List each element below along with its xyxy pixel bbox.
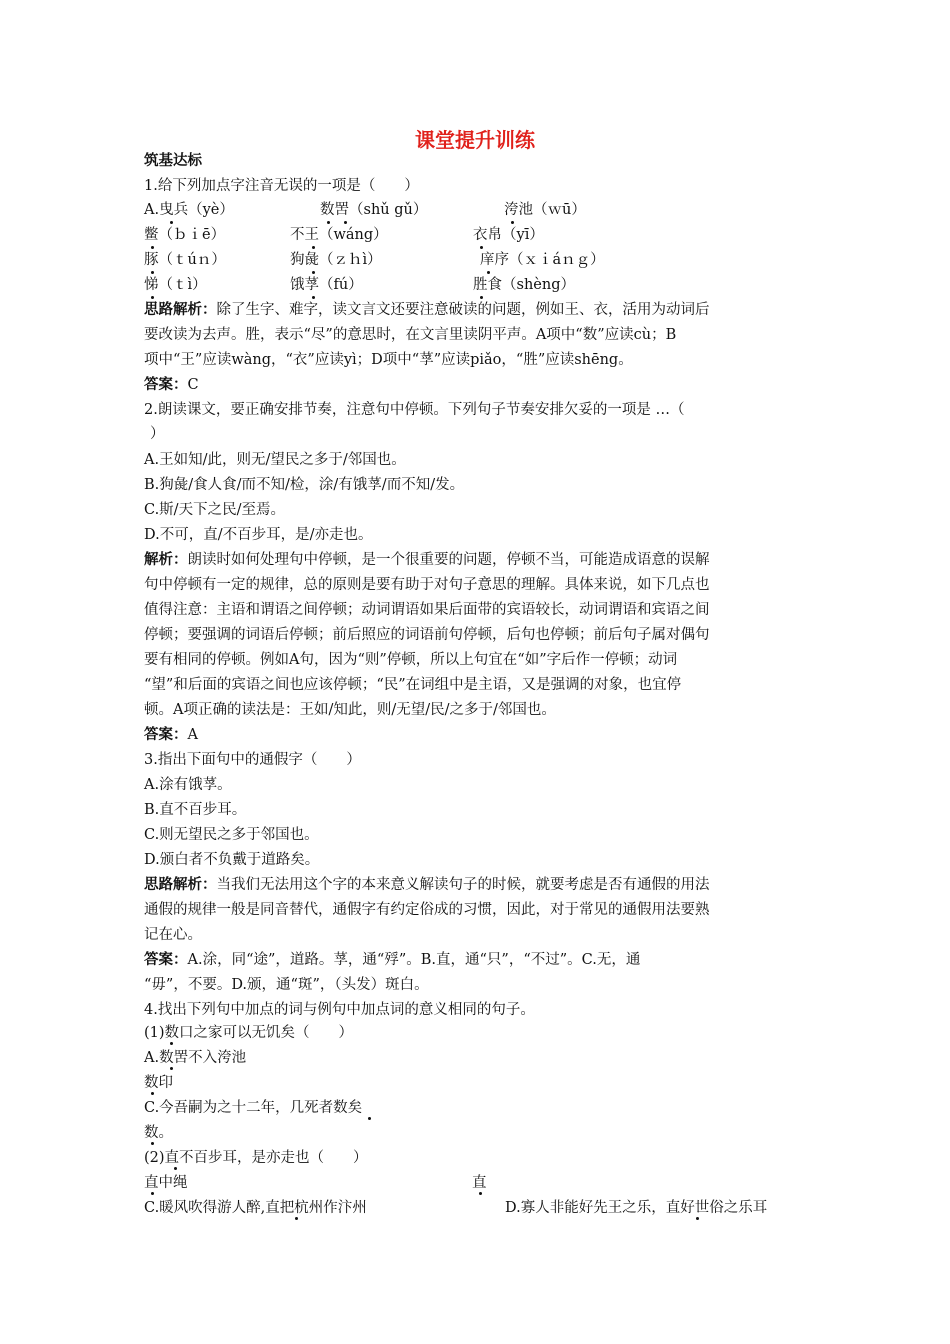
- q4-stem: 4.找出下列句中加点的词与例句中加点词的意义相同的句子。: [144, 1002, 535, 1018]
- q1-analysis-line-2: 要改读为去声。胜，表示“尽”的意思时，在文言里读阴平声。A项中“数”应读cù；B: [144, 327, 677, 343]
- q1-option-d1: 悌（ｔì）: [144, 277, 207, 293]
- analysis-label: 思路解析：: [144, 302, 217, 318]
- q2-analysis-line-2: 句中停顿有一定的规律，总的原则是要有助于对句子意思的理解。具体来说，如下几点也: [144, 577, 710, 593]
- answer-value: A.涂，同“途”，道路。莩，通“殍”。B.直，通“只”，“不过”。C.无，通: [187, 952, 641, 968]
- section-heading: 筑基达标: [144, 153, 202, 169]
- q4-sub1-option-a: A.数罟不入洿池: [144, 1050, 247, 1066]
- q1-option-b3: 衣帛（yī）: [473, 227, 544, 243]
- analysis-text: 当我们无法用这个字的本来意义解读句子的时候，就要考虑是否有通假的用法: [216, 877, 710, 893]
- q3-option-b: B.直不百步耳。: [144, 802, 247, 818]
- q1-option-d3: 胜食（shèng）: [473, 277, 575, 293]
- q2-stem-line-2: ）: [150, 426, 165, 442]
- q1-option-c3: 庠序（ｘｉáｎｇ）: [480, 252, 605, 268]
- answer-label: 答案：: [144, 952, 188, 968]
- q4-sub1-option-c: C.今吾嗣为之十二年，几死者数矣: [144, 1100, 363, 1116]
- q2-answer: [144, 725, 198, 745]
- q2-option-b: B.狗彘/食人食/而不知/检，涂/有饿莩/而不知/发。: [144, 477, 465, 493]
- q1-option-a2: 数罟（shǔ gǔ）: [320, 202, 428, 218]
- q3-analysis-line-2: 通假的规律一般是同音替代，通假字有约定俗成的习惯，因此，对于常见的通假用法要熟: [144, 902, 710, 918]
- q4-sub1-stem: (1)数口之家可以无饥矣（ ）: [144, 1025, 354, 1041]
- emphasis-dot: [312, 271, 315, 274]
- emphasis-dot: [151, 1192, 154, 1195]
- q3-answer-line-2: “毋”，不要。D.颁，通“斑”，（头发）斑白。: [144, 977, 429, 993]
- q1-stem: 1.给下列加点字注音无误的一项是（ ）: [144, 178, 419, 194]
- emphasis-dot: [295, 1217, 298, 1220]
- q1-answer: [144, 375, 199, 395]
- emphasis-dot: [151, 1142, 154, 1145]
- q1-option-d2: 饿莩（fú）: [290, 277, 363, 293]
- q1-option-b2: 不王（wáng）: [290, 227, 388, 243]
- q2-analysis-line-3: 值得注意：主语和谓语之间停顿；动词谓语如果后面带的宾语较长，动词谓语和宾语之间: [144, 602, 710, 618]
- emphasis-dot: [327, 221, 330, 224]
- q3-option-d: D.颁白者不负戴于道路矣。: [144, 852, 320, 868]
- answer-value: C: [187, 377, 199, 393]
- q1-analysis-line-1: [144, 300, 710, 320]
- emphasis-dot: [487, 271, 490, 274]
- analysis-label: 思路解析：: [144, 877, 217, 893]
- q3-analysis-line-1: [144, 875, 710, 895]
- q3-option-c: C.则无望民之多于邻国也。: [144, 827, 319, 843]
- analysis-text: 除了生字、难字，读文言文还要注意破读的问题，例如王、衣，活用为动词后: [216, 302, 710, 318]
- q2-analysis-line-1: [144, 550, 710, 570]
- emphasis-dot: [511, 221, 514, 224]
- q2-analysis-line-4: 停顿；要强调的词语后停顿；前后照应的词语前句停顿，后句也停顿；前后句子属对偶句: [144, 627, 710, 643]
- emphasis-dot: [696, 1217, 699, 1220]
- emphasis-dot: [312, 246, 315, 249]
- q1-option-a1: A.曳兵（yè）: [144, 202, 234, 218]
- emphasis-dot: [151, 271, 154, 274]
- emphasis-dot: [480, 246, 483, 249]
- emphasis-dot: [151, 296, 154, 299]
- q3-stem: 3.指出下面句中的通假字（ ）: [144, 752, 361, 768]
- q1-analysis-line-3: 项中“王”应读wàng，“衣”应读yì；D项中“莩”应读piǎo，“胜”应读shēng。: [144, 352, 633, 368]
- emphasis-dot: [479, 1192, 482, 1195]
- emphasis-dot: [170, 1042, 173, 1045]
- emphasis-dot: [170, 221, 173, 224]
- q4-sub2-option-a: 直中绳: [144, 1175, 188, 1191]
- page-title: 课堂提升训练: [415, 128, 535, 152]
- answer-label: 答案：: [144, 377, 188, 393]
- analysis-label: 解析：: [144, 552, 188, 568]
- q3-option-a: A.涂有饿莩。: [144, 777, 232, 793]
- q4-sub2-option-c: C.暖风吹得游人醉,直把杭州作汴州: [144, 1200, 367, 1216]
- q2-analysis-line-5: 要有相同的停顿。例如A句，因为“则”停顿，所以上句宜在“如”字后作一停顿；动词: [144, 652, 678, 668]
- emphasis-dot: [344, 221, 347, 224]
- answer-label: 答案：: [144, 727, 188, 743]
- emphasis-dot: [151, 246, 154, 249]
- q2-analysis-line-6: “望”和后面的宾语之间也应该停顿；“民”在词组中是主语，又是强调的对象，也宜停: [144, 677, 682, 693]
- q4-sub2-stem: (2)直不百步耳，是亦走也（ ）: [144, 1150, 368, 1166]
- answer-value: A: [187, 727, 198, 743]
- q2-option-c: C.斯/天下之民/至焉。: [144, 502, 285, 518]
- q4-sub2-option-b: 直: [472, 1175, 487, 1191]
- emphasis-dot: [151, 1092, 154, 1095]
- q4-sub2-option-d: D.寡人非能好先王之乐，直好世俗之乐耳: [505, 1200, 768, 1216]
- q2-option-d: D.不可，直/不百步耳，是/亦走也。: [144, 527, 373, 543]
- emphasis-dot: [480, 296, 483, 299]
- q4-sub1-option-b: 数印: [144, 1075, 173, 1091]
- q1-option-a3: 洿池（ｗū）: [504, 202, 586, 218]
- q1-option-c2: 狗彘（ｚｈì）: [290, 252, 382, 268]
- emphasis-dot: [170, 1067, 173, 1070]
- emphasis-dot: [174, 1167, 177, 1170]
- q1-option-b1: 鳖（ｂｉē）: [144, 227, 226, 243]
- q1-option-c1: 豚（ｔúｎ）: [144, 252, 226, 268]
- q2-analysis-line-7: 顿。A项正确的读法是：王如/知此，则/无望/民/之多于/邻国也。: [144, 702, 556, 718]
- q2-option-a: A.王如知/此，则无/望民之多于/邻国也。: [144, 452, 406, 468]
- emphasis-dot: [312, 296, 315, 299]
- emphasis-dot: [368, 1117, 371, 1120]
- q4-sub1-option-d: 数。: [144, 1125, 173, 1141]
- q3-answer-line-1: [144, 950, 640, 970]
- q2-stem-line-1: 2.朗读课文，要正确安排节奏，注意句中停顿。下列句子节奏安排欠妥的一项是 …（: [144, 402, 685, 418]
- analysis-text: 朗读时如何处理句中停顿，是一个很重要的问题，停顿不当，可能造成语意的误解: [187, 552, 710, 568]
- q3-analysis-line-3: 记在心。: [144, 927, 202, 943]
